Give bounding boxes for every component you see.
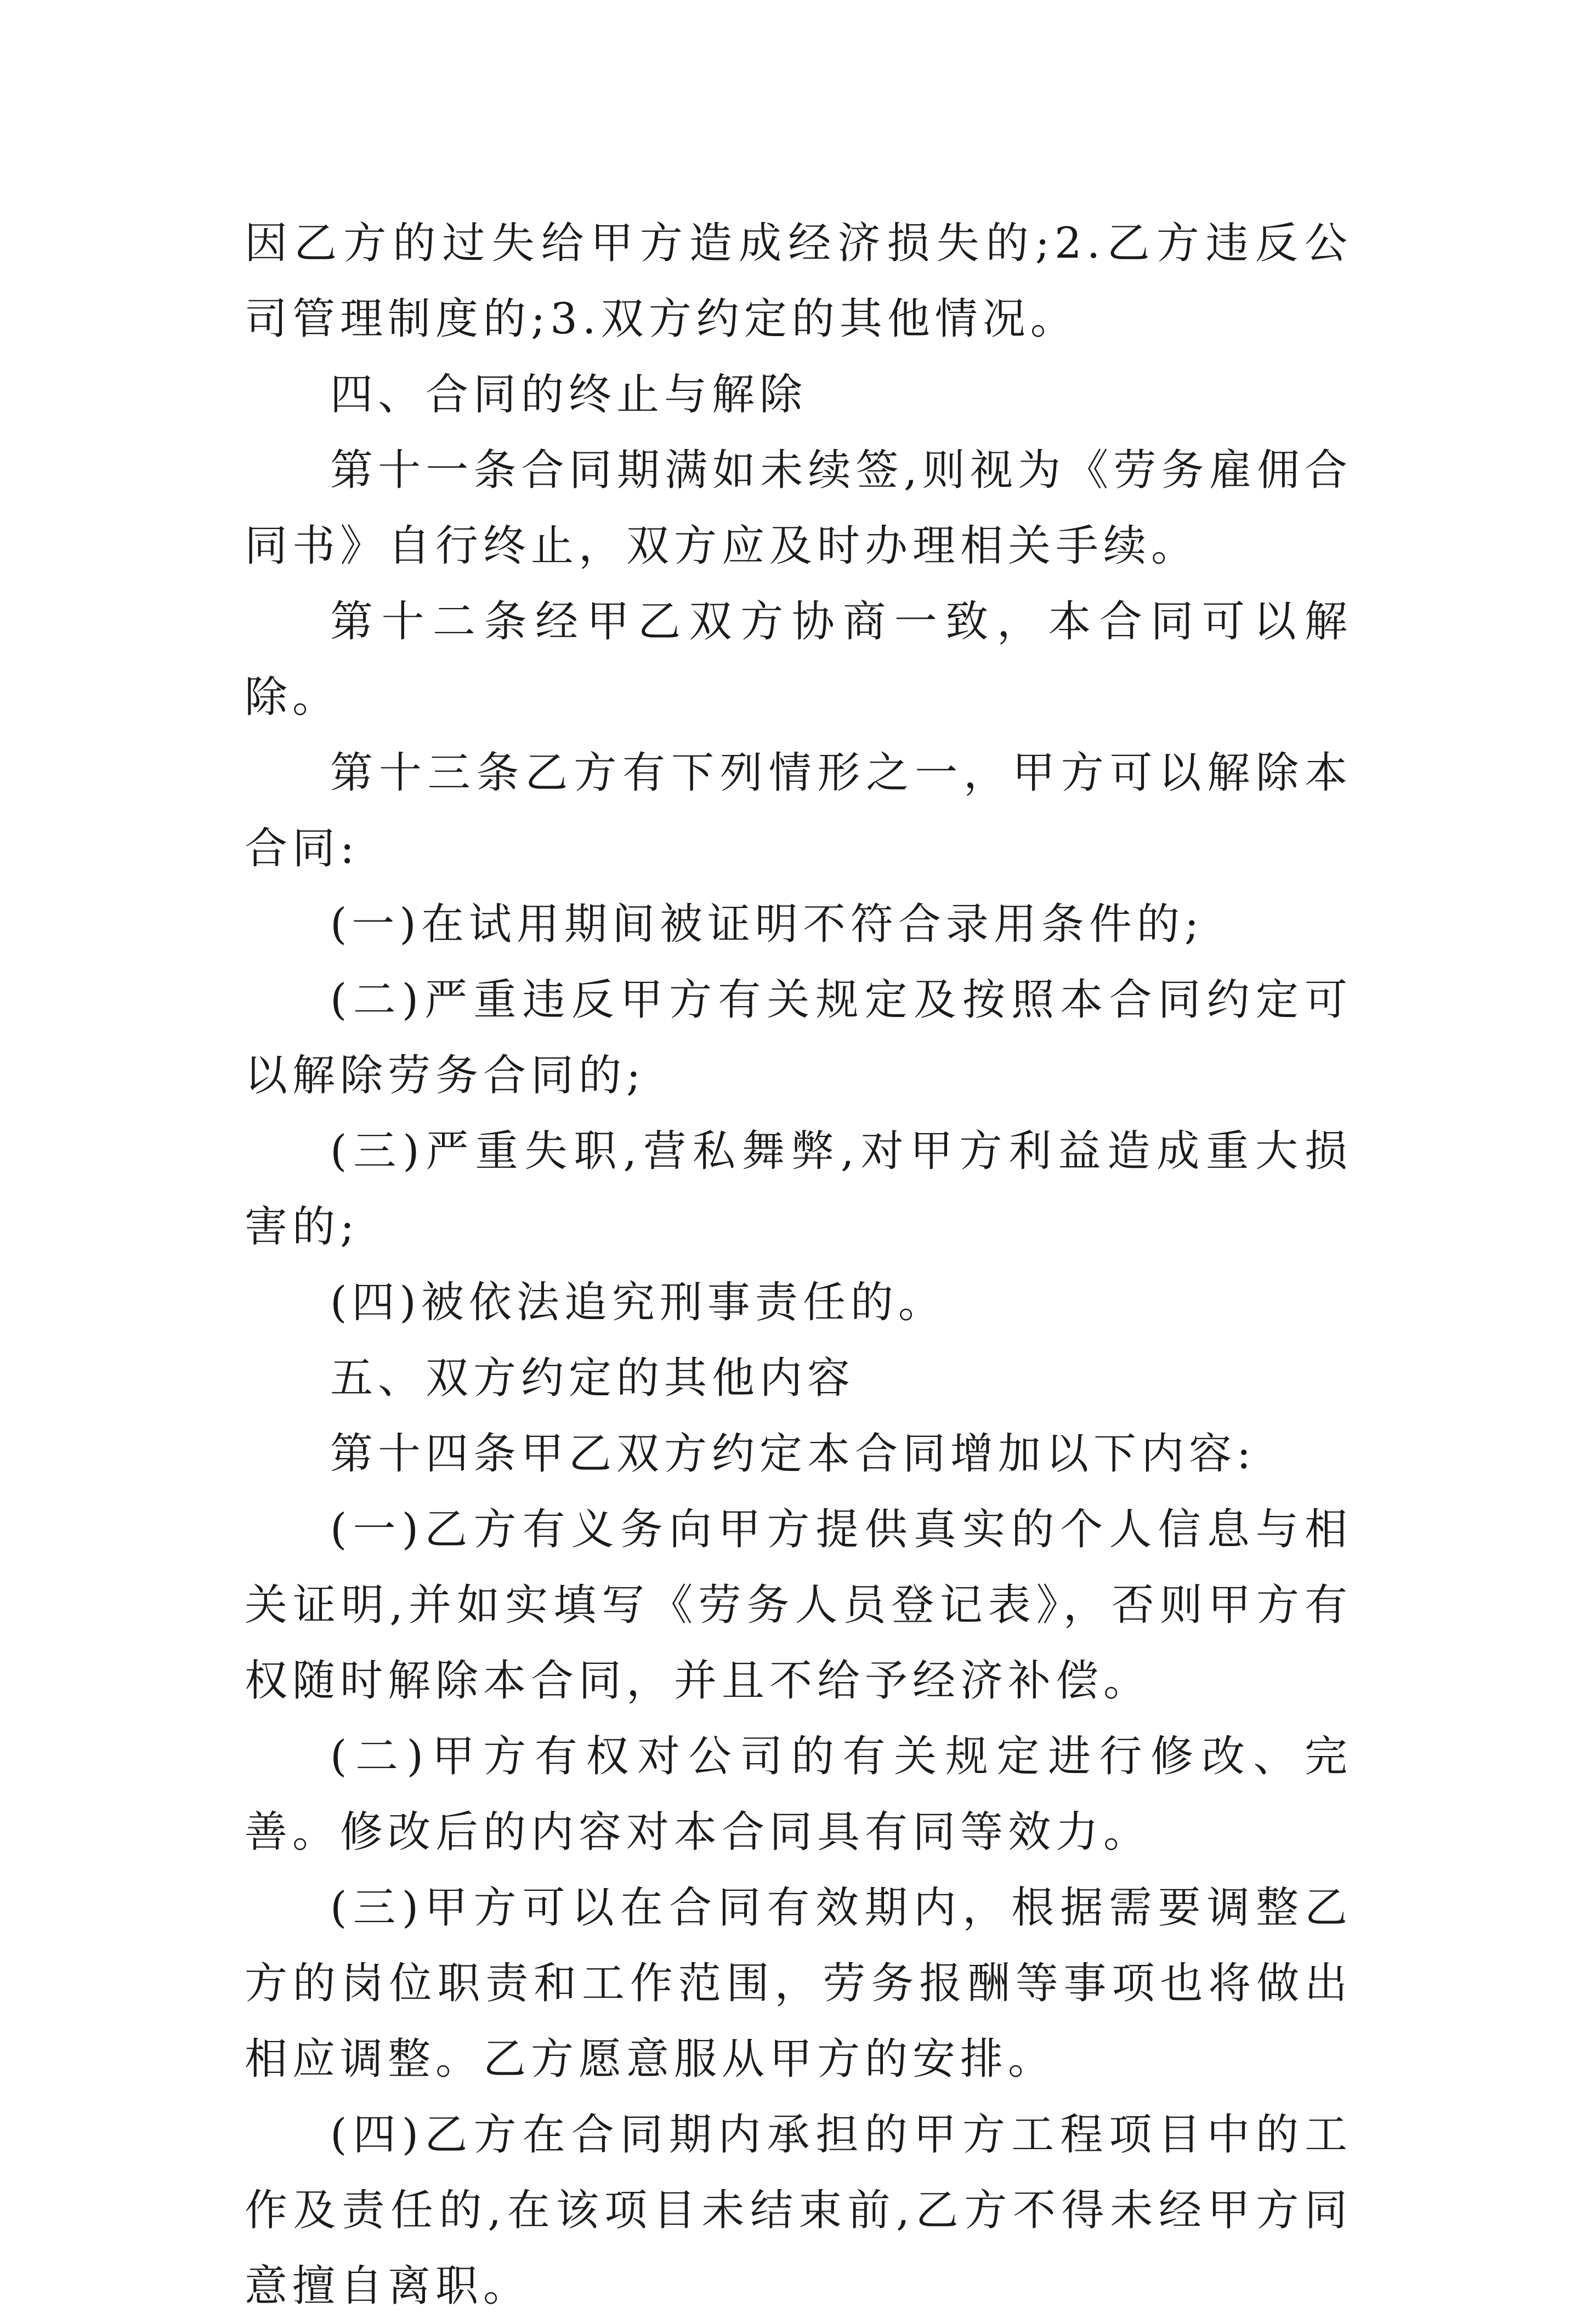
article-14-item-3: (三)甲方可以在合同有效期内，根据需要调整乙方的岗位职责和工作范围，劳务报酬等事项也将做出相应调整。乙方愿意服从甲方的安排。 xyxy=(245,1883,1352,2084)
article-12: 第十二条经甲乙双方协商一致，本合同可以解除。 xyxy=(245,597,1352,722)
section-heading-termination: 四、合同的终止与解除 xyxy=(330,370,808,419)
article-13-item-3: (三)严重失职,营私舞弊,对甲方利益造成重大损害的; xyxy=(245,1127,1352,1252)
article-13: 第十三条乙方有下列情形之一，甲方可以解除本合同: xyxy=(245,748,1352,873)
article-14-item-2: (二)甲方有权对公司的有关规定进行修改、完善。修改后的内容对本合同具有同等效力。 xyxy=(245,1732,1352,1857)
document-body xyxy=(245,206,1352,2324)
article-13-item-2: (二)严重违反甲方有关规定及按照本合同约定可以解除劳务合同的; xyxy=(245,975,1352,1100)
article-11: 第十一条合同期满如未续签,则视为《劳务雇佣合同书》自行终止，双方应及时办理相关手续。 xyxy=(245,446,1352,571)
article-14: 第十四条甲乙双方约定本合同增加以下内容: xyxy=(330,1429,1256,1479)
section-heading-other: 五、双方约定的其他内容 xyxy=(330,1354,855,1403)
article-14-item-4: (四)乙方在合同期内承担的甲方工程项目中的工作及责任的,在该项目未结束前,乙方不得未经甲方同意擅自离职。 xyxy=(245,2110,1352,2311)
article-13-item-1: (一)在试用期间被证明不符合录用条件的; xyxy=(330,900,1204,949)
article-13-item-4: (四)被依法追究刑事责任的。 xyxy=(330,1278,946,1327)
paragraph-loss-conditions: 因乙方的过失给甲方造成经济损失的;2.乙方违反公司管理制度的;3.双方约定的其他情况。 xyxy=(245,219,1352,344)
article-14-item-1: (一)乙方有义务向甲方提供真实的个人信息与相关证明,并如实填写《劳务人员登记表》，否则甲方有权随时解除本合同，并且不给予经济补偿。 xyxy=(245,1505,1352,1706)
